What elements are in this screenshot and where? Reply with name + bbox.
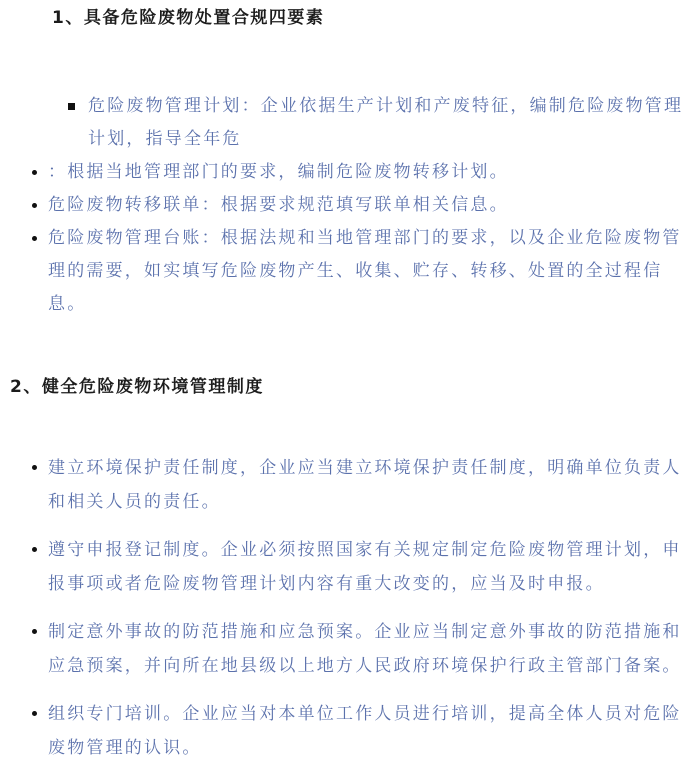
list-item bbox=[0, 189, 700, 222]
round-bullet-icon bbox=[32, 465, 37, 470]
round-bullet-icon bbox=[32, 236, 37, 241]
square-bullet-icon bbox=[68, 103, 75, 110]
section-2-list bbox=[0, 451, 700, 765]
list-item bbox=[0, 697, 700, 765]
round-bullet-icon bbox=[32, 170, 37, 175]
round-bullet-icon bbox=[32, 629, 37, 634]
list-item bbox=[0, 533, 700, 601]
section-1-list bbox=[0, 156, 700, 321]
section-2-heading: 2、健全危险废物环境管理制度 bbox=[10, 377, 264, 397]
list-item bbox=[0, 615, 700, 683]
bullet-text: 制定意外事故的防范措施和应急预案。企业应当制定意外事故的防范措施和应急预案，并向所在地县级以上地方人民政府环境保护行政主管部门备案。 bbox=[48, 622, 682, 676]
round-bullet-icon bbox=[32, 547, 37, 552]
bullet-text: 危险废物转移联单：根据要求规范填写联单相关信息。 bbox=[48, 195, 509, 215]
bullet-text: 危险废物管理台账：根据法规和当地管理部门的要求，以及企业危险废物管理的需要，如实填写危险废物产生、收集、贮存、转移、处置的全过程信息。 bbox=[48, 228, 682, 314]
bullet-text: 遵守申报登记制度。企业必须按照国家有关规定制定危险废物管理计划，申报事项或者危险废物管理计划内容有重大改变的，应当及时申报。 bbox=[48, 540, 682, 594]
round-bullet-icon bbox=[32, 203, 37, 208]
bullet-text: 建立环境保护责任制度，企业应当建立环境保护责任制度，明确单位负责人和相关人员的责任。 bbox=[48, 458, 682, 512]
bullet-text: ：根据当地管理部门的要求，编制危险废物转移计划。 bbox=[48, 162, 509, 182]
list-item bbox=[0, 90, 700, 156]
list-item bbox=[0, 156, 700, 189]
section-1-sub-list bbox=[0, 90, 700, 156]
bullet-text: 危险废物管理计划：企业依据生产计划和产废特征，编制危险废物管理计划，指导全年危 bbox=[88, 96, 684, 149]
bullet-text: 组织专门培训。企业应当对本单位工作人员进行培训，提高全体人员对危险废物管理的认识。 bbox=[48, 704, 682, 758]
section-1-heading: 1、具备危险废物处置合规四要素 bbox=[52, 8, 325, 28]
list-item bbox=[0, 451, 700, 519]
list-item bbox=[0, 222, 700, 321]
round-bullet-icon bbox=[32, 711, 37, 716]
